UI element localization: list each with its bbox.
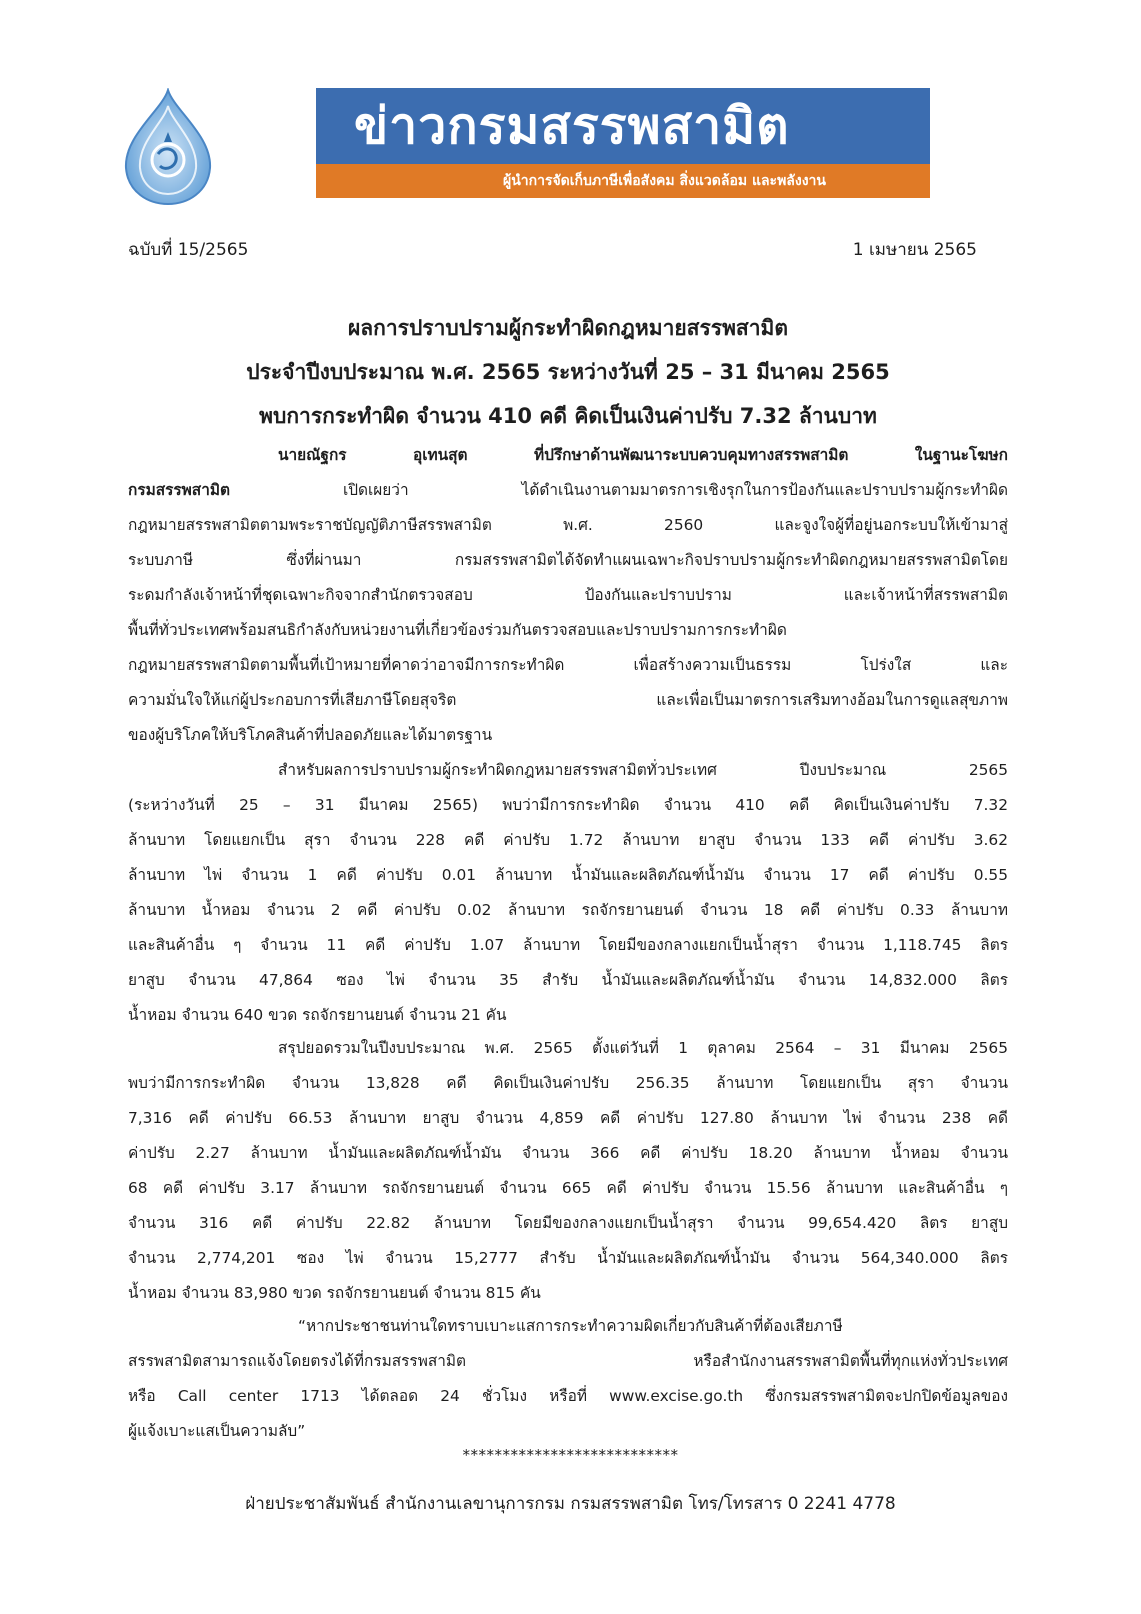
paragraph-1-line: ของผู้บริโภคให้บริโภคสินค้าที่ปลอดภัยและได้มาตรฐาน (128, 726, 493, 744)
paragraph-1-line: กฎหมายสรรพสามิตตามพื้นที่เป้าหมายที่คาดว่าอาจมีการกระทำผิด เพื่อสร้างความเป็นธรรม โปร่งใส และ (128, 656, 1008, 674)
paragraph-2-line: (ระหว่างวันที่ 25 – 31 มีนาคม 2565) พบว่ามีการกระทำผิด จำนวน 410 คดี คิดเป็นเงินค่าปรับ 7.32 (128, 796, 1008, 814)
headline-line-3: พบการกระทำผิด จำนวน 410 คดี คิดเป็นเงินค่าปรับ 7.32 ล้านบาท (259, 404, 877, 428)
paragraph-2-line: ยาสูบ จำนวน 47,864 ซอง ไพ่ จำนวน 35 สำรับ น้ำมันและผลิตภัณฑ์น้ำมัน จำนวน 14,832.000 ลิตร (128, 971, 1008, 989)
banner-title: ข่าวกรมสรรพสามิต (316, 88, 930, 164)
paragraph-1-line: ความมั่นใจให้แก่ผู้ประกอบการที่เสียภาษีโดยสุจริต และเพื่อเป็นมาตรการเสริมทางอ้อมในการดูแลสุขภาพ (128, 691, 1008, 709)
paragraph-4-line: สรรพสามิตสามารถแจ้งโดยตรงได้ที่กรมสรรพสามิต หรือสำนักงานสรรพสามิตพื้นที่ทุกแห่งทั่วประเทศ (128, 1352, 1008, 1370)
paragraph-3 (128, 1031, 1008, 1311)
paragraph-1-line: กฎหมายสรรพสามิตตามพระราชบัญญัติภาษีสรรพสามิต พ.ศ. 2560 และจูงใจผู้ที่อยู่นอกระบบให้เข้ามาสู่ (128, 516, 1008, 534)
separator: *************************** (462, 1446, 679, 1464)
paragraph-4-line: ผู้แจ้งเบาะแสเป็นความลับ” (128, 1422, 306, 1440)
paragraph-4-line: หรือ Call center 1713 ได้ตลอด 24 ชั่วโมง หรือที่ www.excise.go.th ซึ่งกรมสรรพสามิตจะปกปิดข้อมูลของ (128, 1387, 1008, 1405)
paragraph-1-text: เปิดเผยว่า ได้ดำเนินงานตามมาตรการเชิงรุกในการป้องกันและปราบปรามผู้กระทำผิด (229, 481, 1008, 499)
paragraph-3-line: จำนวน 2,774,201 ซอง ไพ่ จำนวน 15,2777 สำรับ น้ำมันและผลิตภัณฑ์น้ำมัน จำนวน 564,340.000 ลิตร (128, 1249, 1008, 1267)
paragraph-2-line: และสินค้าอื่น ๆ จำนวน 11 คดี ค่าปรับ 1.07 ล้านบาท โดยมีของกลางแยกเป็นน้ำสุรา จำนวน 1,118.745 ลิตร (128, 936, 1008, 954)
paragraph-2-line: ล้านบาท ไพ่ จำนวน 1 คดี ค่าปรับ 0.01 ล้านบาท น้ำมันและผลิตภัณฑ์น้ำมัน จำนวน 17 คดี ค่าปรับ 0.55 (128, 866, 1008, 884)
excise-department-emblem-icon (122, 88, 214, 206)
paragraph-3-line: 7,316 คดี ค่าปรับ 66.53 ล้านบาท ยาสูบ จำนวน 4,859 คดี ค่าปรับ 127.80 ล้านบาท ไพ่ จำนวน 238 คดี (128, 1109, 1008, 1127)
paragraph-2-line: ล้านบาท โดยแยกเป็น สุรา จำนวน 228 คดี ค่าปรับ 1.72 ล้านบาท ยาสูบ จำนวน 133 คดี ค่าปรับ 3.62 (128, 831, 1008, 849)
paragraph-3-line: สรุปยอดรวมในปีงบประมาณ พ.ศ. 2565 ตั้งแต่วันที่ 1 ตุลาคม 2564 – 31 มีนาคม 2565 (278, 1039, 1008, 1057)
paragraph-4-line: “หากประชาชนท่านใดทราบเบาะแสการกระทำความผิดเกี่ยวกับสินค้าที่ต้องเสียภาษี (298, 1317, 843, 1335)
paragraph-4 (128, 1309, 1008, 1449)
footer-contact: ฝ่ายประชาสัมพันธ์ สำนักงานเลขานุการกรม กรมสรรพสามิต โทร/โทรสาร 0 2241 4778 (245, 1494, 896, 1514)
paragraph-3-line: ค่าปรับ 2.27 ล้านบาท น้ำมันและผลิตภัณฑ์น้ำมัน จำนวน 366 คดี ค่าปรับ 18.20 ล้านบาท น้ำหอม จำนวน (128, 1144, 1008, 1162)
headline-line-1: ผลการปราบปรามผู้กระทำผิดกฎหมายสรรพสามิต (348, 316, 788, 340)
paragraph-2-line: ล้านบาท น้ำหอม จำนวน 2 คดี ค่าปรับ 0.02 ล้านบาท รถจักรยานยนต์ จำนวน 18 คดี ค่าปรับ 0.33 ล้านบาท (128, 901, 1008, 919)
org-name: กรมสรรพสามิต (128, 481, 230, 499)
paragraph-3-line: น้ำหอม จำนวน 83,980 ขวด รถจักรยานยนต์ จำนวน 815 คัน (128, 1284, 541, 1302)
news-banner (316, 88, 930, 198)
issue-number: ฉบับที่ 15/2565 (128, 240, 249, 260)
paragraph-1-line (128, 473, 1008, 508)
banner-subtitle: ผู้นำการจัดเก็บภาษีเพื่อสังคม สิ่งแวดล้อม และพลังงาน (316, 164, 930, 198)
paragraph-1 (128, 438, 1008, 753)
paragraph-2-line: น้ำหอม จำนวน 640 ขวด รถจักรยานยนต์ จำนวน 21 คัน (128, 1006, 507, 1024)
issue-date: 1 เมษายน 2565 (852, 240, 977, 260)
paragraph-2-line: สำหรับผลการปราบปรามผู้กระทำผิดกฎหมายสรรพสามิตทั่วประเทศ ปีงบประมาณ 2565 (278, 761, 1008, 779)
headline-line-2: ประจำปีงบประมาณ พ.ศ. 2565 ระหว่างวันที่ 25 – 31 มีนาคม 2565 (246, 360, 890, 384)
paragraph-3-line: พบว่ามีการกระทำผิด จำนวน 13,828 คดี คิดเป็นเงินค่าปรับ 256.35 ล้านบาท โดยแยกเป็น สุรา จำนวน (128, 1074, 1008, 1092)
paragraph-2 (128, 753, 1008, 1033)
paragraph-3-line: จำนวน 316 คดี ค่าปรับ 22.82 ล้านบาท โดยมีของกลางแยกเป็นน้ำสุรา จำนวน 99,654.420 ลิตร ยาสูบ (128, 1214, 1008, 1232)
paragraph-3-line: 68 คดี ค่าปรับ 3.17 ล้านบาท รถจักรยานยนต์ จำนวน 665 คดี ค่าปรับ จำนวน 15.56 ล้านบาท และสินค้าอื่น ๆ (128, 1179, 1008, 1197)
paragraph-1-line: พื้นที่ทั่วประเทศพร้อมสนธิกำลังกับหน่วยงานที่เกี่ยวข้องร่วมกันตรวจสอบและปราบปรามการกระทำผิด (128, 621, 787, 639)
paragraph-1-line: ระดมกำลังเจ้าหน้าที่ชุดเฉพาะกิจจากสำนักตรวจสอบ ป้องกันและปราบปราม และเจ้าหน้าที่สรรพสามิต (128, 586, 1008, 604)
paragraph-1-lead: นายณัฐกร อุเทนสุต ที่ปรึกษาด้านพัฒนาระบบควบคุมทางสรรพสามิต ในฐานะโฆษก (278, 446, 1008, 464)
paragraph-1-line: ระบบภาษี ซึ่งที่ผ่านมา กรมสรรพสามิตได้จัดทำแผนเฉพาะกิจปราบปรามผู้กระทำผิดกฎหมายสรรพสามิตโดย (128, 551, 1008, 569)
